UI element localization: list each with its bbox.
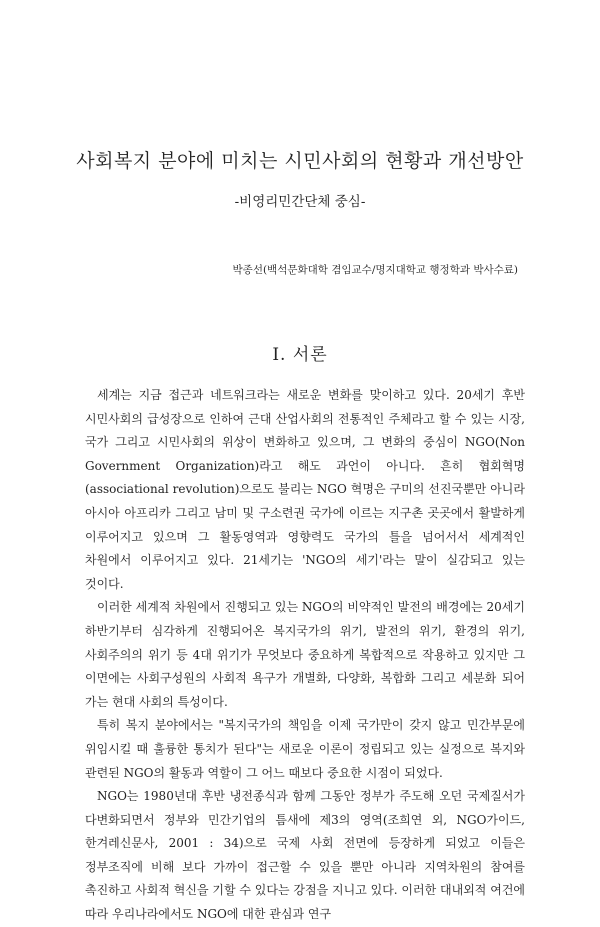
paragraph-1: 세계는 지금 접근과 네트워크라는 새로운 변화를 맞이하고 있다. 20세기 후반 시민사회의 급성장으로 인하여 근대 산업사회의 전통적인 주체라고 할 수 있는 시장, 국가 그리고 시민사회의 위상이 변화하고 있으며, 그 변화의 중심이 NGO(Non Government Organization)라고 해도 과언이 아니다. 흔히 협회혁명(associational revolution)으로도 불리는 NGO 혁명은 구미의 선진국뿐만 아니라 아시아 아프리카 그리고 남미 및 구소련권 국가에 이르는 지구촌 곳곳에서 활발하게 이루어지고 있으며 그 활동영역과 영향력도 국가의 틀을 넘어서서 세계적인 차원에서 이루어지고 있다. 21세기는 'NGO의 세기'라는 말이 실감되고 있는 것이다. bbox=[85, 388, 525, 591]
paper-subtitle: -비영리민간단체 중심- bbox=[234, 194, 366, 210]
paragraph-4: NGO는 1980년대 후반 냉전종식과 함께 그동안 정부가 주도해 오던 국제질서가 다변화되면서 정부와 민간기업의 틈새에 제3의 영역(조희연 외, NGO가이드, 한겨레신문사, 2001 : 34)으로 국제 사회 전면에 등장하게 되었고 이들은 정부조직에 비해 보다 가까이 접근할 수 있을 뿐만 아니라 지역차원의 참여를 촉진하고 사회적 혁신을 기할 수 있다는 강점을 지니고 있다. 이러한 대내외적 여건에 따라 우리나라에서도 NGO에 대한 관심과 연구 bbox=[85, 789, 525, 922]
author-line: 박종선(백석문화대학 겸임교수/명지대학교 행정학과 박사수료) bbox=[232, 264, 518, 276]
paper-title: 사회복지 분야에 미치는 시민사회의 현황과 개선방안 bbox=[76, 150, 524, 172]
body-text bbox=[85, 384, 525, 927]
paragraph-3: 특히 복지 분야에서는 "복지국가의 책임을 이제 국가만이 갖지 않고 민간부문에 위임시킬 때 훌륭한 통치가 된다"는 새로운 이론이 정립되고 있는 실정으로 복지와 관련된 NGO의 활동과 역할이 그 어느 때보다 중요한 시점이 되었다. bbox=[85, 718, 525, 780]
section-heading-introduction: Ⅰ. 서론 bbox=[272, 345, 328, 365]
paragraph-2: 이러한 세계적 차원에서 진행되고 있는 NGO의 비약적인 발전의 배경에는 20세기 하반기부터 심각하게 진행되어온 복지국가의 위기, 발전의 위기, 환경의 위기, 사회주의의 위기 등 4대 위기가 무엇보다 중요하게 복합적으로 작용하고 있지만 그 이면에는 사회구성원의 사회적 욕구가 개별화, 다양화, 복합화 그리고 세분화 되어 가는 현대 사회의 특성이다. bbox=[85, 600, 525, 709]
